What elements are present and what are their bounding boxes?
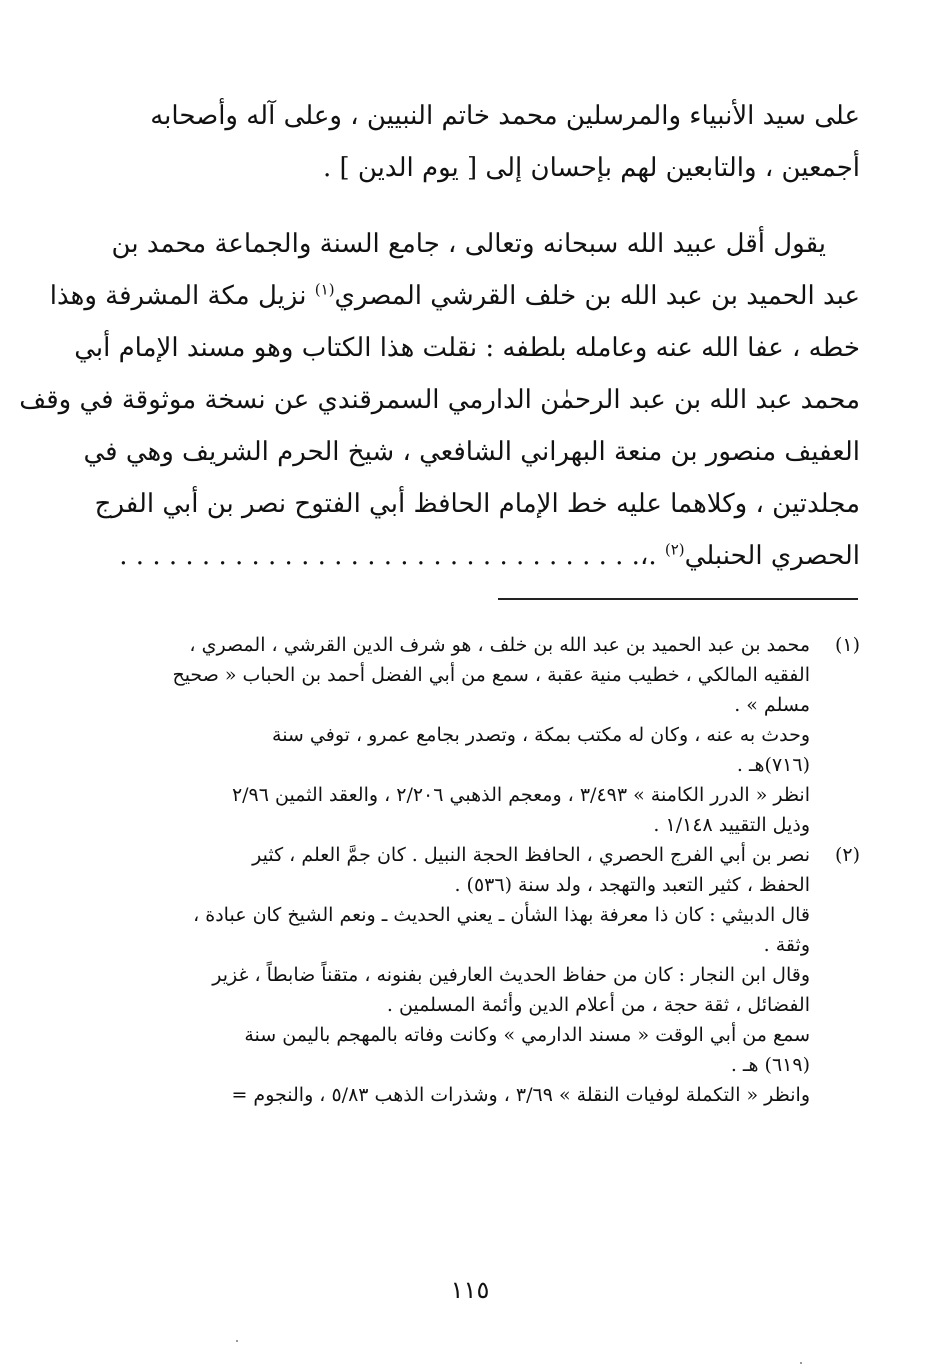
page-number: ١١٥ [450,1276,490,1304]
intro-line: أجمعين ، والتابعين لهم بإحسان إلى [ يوم الدين ] . [322,153,860,183]
footnote-line: الحفظ ، كثير التعبد والتهجد ، ولد سنة (٥٣٦) . [454,874,810,896]
scan-speck [236,1340,238,1342]
footnote-1 [86,630,860,840]
footnote-line: وثقة . [763,934,810,956]
footnote-line: وانظر « التكملة لوفيات النقلة » ٣/٦٩ ، وشذرات الذهب ٥/٨٣ ، والنجوم = [231,1084,810,1106]
footnote-line: وقال ابن النجار : كان من حفاظ الحديث العارفين بفنونه ، متقناً ضابطاً ، غزير [212,964,810,986]
body-line [86,530,860,582]
body-text: نزيل مكة المشرفة وهذا [49,281,307,311]
footnote-2 [86,840,860,1110]
footnote-line: سمع من أبي الوقت « مسند الدارمي » وكانت وفاته بالمهجم باليمن سنة [244,1024,810,1046]
body-text: الحصري الحنبلي [684,541,860,571]
footnote-line: انظر « الدرر الكامنة » ٣/٤٩٣ ، ومعجم الذهبي ٢/٢٠٦ ، والعقد الثمين ٢/٩٦ [231,784,810,806]
body-line: مجلدتين ، وكلاهما عليه خط الإمام الحافظ أبي الفتوح نصر بن أبي الفرج [94,489,860,519]
footnote-line: الفضائل ، ثقة حجة ، من أعلام الدين وأئمة المسلمين . [386,994,810,1016]
footnotes-section [86,630,860,1110]
footnote-line: وحدث به عنه ، وكان له مكتب بمكة ، وتصدر بجامع عمرو ، توفي سنة [272,724,810,746]
footnote-number: (١) [834,634,860,656]
body-line: محمد عبد الله بن عبد الرحمٰن الدارمي السمرقندي عن نسخة موثوقة في وقف [19,385,860,415]
body-line: العفيف منصور بن منعة البهراني الشافعي ، شيخ الحرم الشريف وهي في [83,437,860,467]
dotted-leader: .،. . . . . . . . . . . . . . . . . . . . . . . . . . . . . . . . [119,541,657,571]
body-line: يقول أقل عبيد الله سبحانه وتعالى ، جامع السنة والجماعة محمد بن [111,229,826,259]
body-line: خطه ، عفا الله عنه وعامله بلطفه : نقلت هذا الكتاب وهو مسند الإمام أبي [74,333,860,363]
body-paragraph [19,218,860,582]
body-text: عبد الحميد بن عبد الله بن خلف القرشي المصري [334,281,860,311]
intro-paragraph [86,90,860,194]
footnote-ref-1: (١) [314,280,335,299]
intro-line: على سيد الأنبياء والمرسلين محمد خاتم النبيين ، وعلى آله وأصحابه [150,101,860,131]
body-line [49,270,860,322]
footnote-line: (٧١٦)هـ . [736,754,810,776]
footnote-line: محمد بن عبد الحميد بن عبد الله بن خلف ، هو شرف الدين القرشي ، المصري ، [189,634,810,656]
footnote-separator [498,598,858,600]
footnote-line: وذيل التقييد ١/١٤٨ . [653,814,810,836]
footnote-line: نصر بن أبي الفرج الحصري ، الحافظ الحجة النبيل . كان جمَّ العلم ، كثير [252,844,810,866]
footnote-line: (٦١٩) هـ . [730,1054,810,1076]
footnote-line: قال الدبيثي : كان ذا معرفة بهذا الشأن ـ يعني الحديث ـ ونعم الشيخ كان عبادة ، [193,904,810,926]
footnote-ref-2: (٢) [664,540,685,559]
scan-speck [800,1362,802,1364]
footnote-number: (٢) [834,844,860,866]
footnote-line: مسلم » . [734,694,810,716]
footnote-line: الفقيه المالكي ، خطيب منية عقبة ، سمع من أبي الفضل أحمد بن الحباب « صحيح [172,664,810,686]
